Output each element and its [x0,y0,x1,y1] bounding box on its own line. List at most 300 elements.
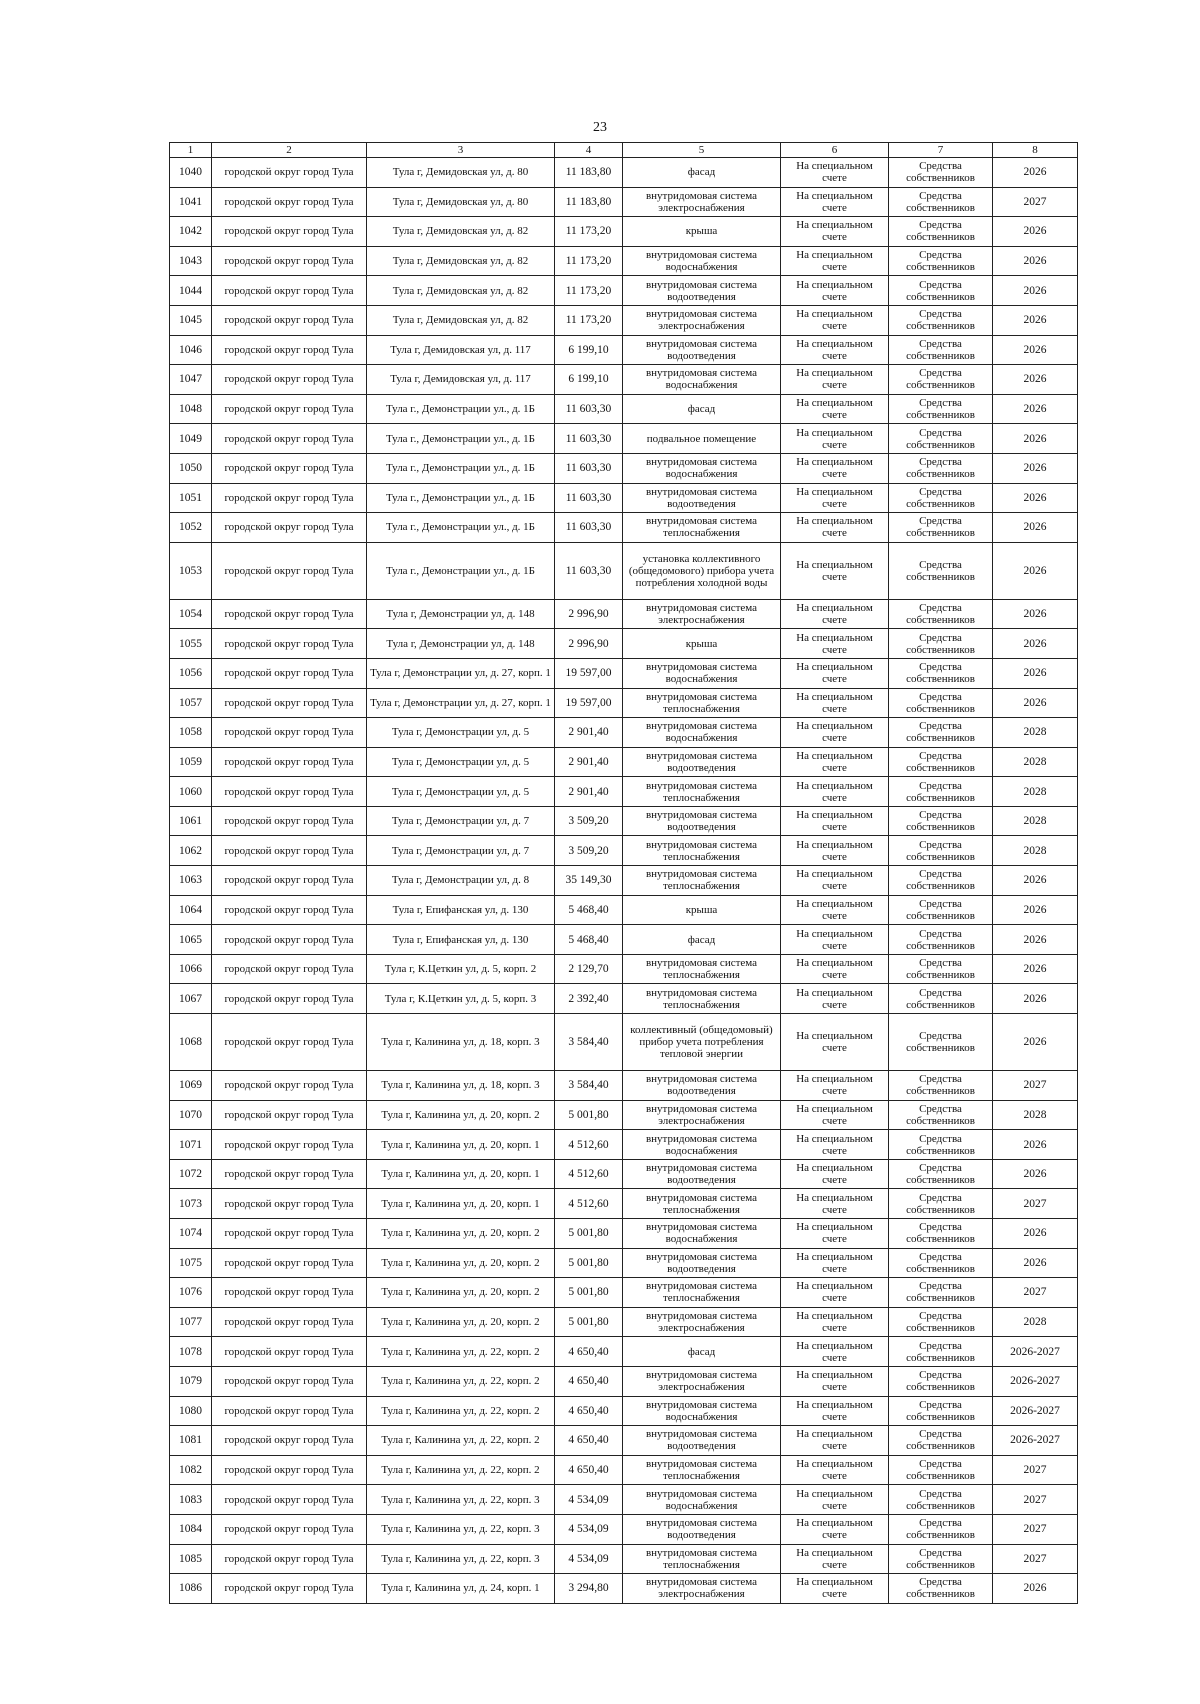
address-cell: Тула г, Калинина ул, д. 20, корп. 2 [367,1248,555,1278]
area-cell: 2 392,40 [555,984,623,1014]
row-number-cell: 1055 [170,629,212,659]
table-row [170,246,1078,276]
address-cell: Тула г., Демонстрации ул., д. 1Б [367,424,555,454]
area-cell: 5 468,40 [555,925,623,955]
row-number-cell: 1064 [170,895,212,925]
fund-account-cell: На специальном счете [781,806,889,836]
year-cell: 2026 [993,513,1078,543]
fund-account-cell: На специальном счете [781,1219,889,1249]
table-row [170,1014,1078,1071]
table-row [170,718,1078,748]
municipality-cell: городской округ город Тула [212,836,367,866]
table-row [170,1189,1078,1219]
funding-source-cell: Средства собственников [889,777,993,807]
fund-account-cell: На специальном счете [781,217,889,247]
funding-source-cell: Средства собственников [889,1544,993,1574]
funding-source-cell: Средства собственников [889,1219,993,1249]
table-row [170,453,1078,483]
funding-source-cell: Средства собственников [889,542,993,599]
fund-account-cell: На специальном счете [781,1337,889,1367]
row-number-cell: 1053 [170,542,212,599]
area-cell: 11 603,30 [555,453,623,483]
municipality-cell: городской округ город Тула [212,777,367,807]
area-cell: 5 001,80 [555,1248,623,1278]
municipality-cell: городской округ город Тула [212,1189,367,1219]
year-cell: 2028 [993,747,1078,777]
area-cell: 4 650,40 [555,1337,623,1367]
row-number-cell: 1065 [170,925,212,955]
funding-source-cell: Средства собственников [889,424,993,454]
municipality-cell: городской округ город Тула [212,1130,367,1160]
address-cell: Тула г., Демонстрации ул., д. 1Б [367,453,555,483]
work-type-cell: внутридомовая система электроснабжения [623,305,781,335]
fund-account-cell: На специальном счете [781,335,889,365]
funding-source-cell: Средства собственников [889,1426,993,1456]
table-row [170,424,1078,454]
municipality-cell: городской округ город Тула [212,246,367,276]
work-type-cell: внутридомовая система теплоснабжения [623,954,781,984]
area-cell: 3 584,40 [555,1014,623,1071]
funding-source-cell: Средства собственников [889,1159,993,1189]
year-cell: 2026 [993,1248,1078,1278]
fund-account-cell: На специальном счете [781,1159,889,1189]
row-number-cell: 1050 [170,453,212,483]
fund-account-cell: На специальном счете [781,424,889,454]
table-row [170,688,1078,718]
funding-source-cell: Средства собственников [889,984,993,1014]
area-cell: 3 294,80 [555,1574,623,1604]
year-cell: 2026 [993,1014,1078,1071]
table-row [170,1100,1078,1130]
work-type-cell: крыша [623,895,781,925]
year-cell: 2028 [993,1100,1078,1130]
fund-account-cell: На специальном счете [781,629,889,659]
address-cell: Тула г, К.Цеткин ул, д. 5, корп. 3 [367,984,555,1014]
row-number-cell: 1077 [170,1307,212,1337]
funding-source-cell: Средства собственников [889,925,993,955]
year-cell: 2027 [993,1278,1078,1308]
year-cell: 2026 [993,453,1078,483]
work-type-cell: внутридомовая система электроснабжения [623,1307,781,1337]
address-cell: Тула г, Демонстрации ул, д. 5 [367,718,555,748]
municipality-cell: городской округ город Тула [212,925,367,955]
year-cell: 2026 [993,217,1078,247]
funding-source-cell: Средства собственников [889,335,993,365]
funding-source-cell: Средства собственников [889,1014,993,1071]
funding-source-cell: Средства собственников [889,718,993,748]
work-type-cell: внутридомовая система электроснабжения [623,599,781,629]
address-cell: Тула г, Демонстрации ул, д. 7 [367,806,555,836]
row-number-cell: 1054 [170,599,212,629]
fund-account-cell: На специальном счете [781,1071,889,1101]
funding-source-cell: Средства собственников [889,629,993,659]
area-cell: 4 534,09 [555,1485,623,1515]
fund-account-cell: На специальном счете [781,747,889,777]
table-row [170,836,1078,866]
year-cell: 2026 [993,629,1078,659]
row-number-cell: 1066 [170,954,212,984]
work-type-cell: подвальное помещение [623,424,781,454]
table-row [170,658,1078,688]
table-row [170,187,1078,217]
municipality-cell: городской округ город Тула [212,1159,367,1189]
address-cell: Тула г, Демидовская ул, д. 82 [367,276,555,306]
area-cell: 2 996,90 [555,599,623,629]
area-cell: 11 183,80 [555,187,623,217]
fund-account-cell: На специальном счете [781,1248,889,1278]
table-row [170,954,1078,984]
table-row [170,984,1078,1014]
work-type-cell: внутридомовая система водоснабжения [623,1485,781,1515]
address-cell: Тула г, Калинина ул, д. 18, корп. 3 [367,1071,555,1101]
municipality-cell: городской округ город Тула [212,1485,367,1515]
area-cell: 11 173,20 [555,276,623,306]
row-number-cell: 1060 [170,777,212,807]
work-type-cell: внутридомовая система водоснабжения [623,246,781,276]
table-row [170,1514,1078,1544]
area-cell: 11 603,30 [555,394,623,424]
municipality-cell: городской округ город Тула [212,629,367,659]
row-number-cell: 1047 [170,365,212,395]
column-header: 3 [367,143,555,158]
area-cell: 35 149,30 [555,866,623,896]
row-number-cell: 1056 [170,658,212,688]
address-cell: Тула г, Калинина ул, д. 20, корп. 2 [367,1219,555,1249]
fund-account-cell: На специальном счете [781,1130,889,1160]
row-number-cell: 1063 [170,866,212,896]
row-number-cell: 1076 [170,1278,212,1308]
municipality-cell: городской округ город Тула [212,424,367,454]
row-number-cell: 1067 [170,984,212,1014]
funding-source-cell: Средства собственников [889,513,993,543]
work-type-cell: внутридомовая система теплоснабжения [623,513,781,543]
work-type-cell: внутридомовая система теплоснабжения [623,777,781,807]
address-cell: Тула г, Демидовская ул, д. 82 [367,305,555,335]
funding-source-cell: Средства собственников [889,1248,993,1278]
area-cell: 4 512,60 [555,1159,623,1189]
row-number-cell: 1043 [170,246,212,276]
table-row [170,335,1078,365]
row-number-cell: 1059 [170,747,212,777]
municipality-cell: городской округ город Тула [212,866,367,896]
area-cell: 2 129,70 [555,954,623,984]
municipality-cell: городской округ город Тула [212,1396,367,1426]
area-cell: 11 603,30 [555,424,623,454]
row-number-cell: 1048 [170,394,212,424]
funding-source-cell: Средства собственников [889,394,993,424]
address-cell: Тула г, Демидовская ул, д. 80 [367,187,555,217]
work-type-cell: фасад [623,925,781,955]
year-cell: 2027 [993,1544,1078,1574]
municipality-cell: городской округ город Тула [212,158,367,188]
row-number-cell: 1068 [170,1014,212,1071]
fund-account-cell: На специальном счете [781,276,889,306]
address-cell: Тула г, Калинина ул, д. 20, корп. 2 [367,1100,555,1130]
address-cell: Тула г, Демидовская ул, д. 117 [367,365,555,395]
municipality-cell: городской округ город Тула [212,335,367,365]
funding-source-cell: Средства собственников [889,158,993,188]
work-type-cell: крыша [623,217,781,247]
fund-account-cell: На специальном счете [781,777,889,807]
page-number: 23 [593,120,607,135]
year-cell: 2026 [993,305,1078,335]
column-header: 4 [555,143,623,158]
row-number-cell: 1040 [170,158,212,188]
fund-account-cell: На специальном счете [781,246,889,276]
funding-source-cell: Средства собственников [889,1189,993,1219]
row-number-cell: 1073 [170,1189,212,1219]
work-type-cell: внутридомовая система водоотведения [623,1071,781,1101]
year-cell: 2026 [993,688,1078,718]
year-cell: 2027 [993,1071,1078,1101]
work-type-cell: внутридомовая система теплоснабжения [623,984,781,1014]
work-type-cell: внутридомовая система водоснабжения [623,1219,781,1249]
fund-account-cell: На специальном счете [781,954,889,984]
address-cell: Тула г, Калинина ул, д. 20, корп. 2 [367,1307,555,1337]
address-cell: Тула г, Калинина ул, д. 22, корп. 2 [367,1455,555,1485]
municipality-cell: городской округ город Тула [212,1100,367,1130]
row-number-cell: 1062 [170,836,212,866]
work-type-cell: внутридомовая система водоснабжения [623,453,781,483]
work-type-cell: внутридомовая система теплоснабжения [623,1189,781,1219]
municipality-cell: городской округ город Тула [212,1248,367,1278]
year-cell: 2026 [993,1130,1078,1160]
municipality-cell: городской округ город Тула [212,954,367,984]
municipality-cell: городской округ город Тула [212,688,367,718]
funding-source-cell: Средства собственников [889,1307,993,1337]
funding-source-cell: Средства собственников [889,246,993,276]
area-cell: 6 199,10 [555,365,623,395]
year-cell: 2027 [993,187,1078,217]
funding-source-cell: Средства собственников [889,688,993,718]
table-row [170,394,1078,424]
row-number-cell: 1046 [170,335,212,365]
area-cell: 2 901,40 [555,777,623,807]
work-type-cell: внутридомовая система водоотведения [623,276,781,306]
work-type-cell: внутридомовая система водоотведения [623,1159,781,1189]
area-cell: 3 509,20 [555,836,623,866]
row-number-cell: 1051 [170,483,212,513]
address-cell: Тула г, Демонстрации ул, д. 5 [367,777,555,807]
area-cell: 4 650,40 [555,1396,623,1426]
area-cell: 4 534,09 [555,1514,623,1544]
funding-source-cell: Средства собственников [889,1278,993,1308]
municipality-cell: городской округ город Тула [212,187,367,217]
address-cell: Тула г, Калинина ул, д. 22, корп. 3 [367,1514,555,1544]
year-cell: 2026 [993,895,1078,925]
year-cell: 2026 [993,424,1078,454]
municipality-cell: городской округ город Тула [212,542,367,599]
funding-source-cell: Средства собственников [889,599,993,629]
table-row [170,1130,1078,1160]
work-type-cell: внутридомовая система водоотведения [623,1514,781,1544]
municipality-cell: городской округ город Тула [212,1307,367,1337]
area-cell: 5 001,80 [555,1219,623,1249]
area-cell: 19 597,00 [555,658,623,688]
table-row [170,365,1078,395]
table-row [170,1159,1078,1189]
address-cell: Тула г, Демидовская ул, д. 117 [367,335,555,365]
year-cell: 2026 [993,658,1078,688]
municipality-cell: городской округ город Тула [212,1219,367,1249]
municipality-cell: городской округ город Тула [212,365,367,395]
year-cell: 2026-2027 [993,1366,1078,1396]
fund-account-cell: На специальном счете [781,925,889,955]
fund-account-cell: На специальном счете [781,1455,889,1485]
funding-source-cell: Средства собственников [889,365,993,395]
work-type-cell: внутридомовая система водоотведения [623,335,781,365]
fund-account-cell: На специальном счете [781,542,889,599]
year-cell: 2026 [993,483,1078,513]
address-cell: Тула г., Демонстрации ул., д. 1Б [367,394,555,424]
year-cell: 2028 [993,1307,1078,1337]
fund-account-cell: На специальном счете [781,187,889,217]
funding-source-cell: Средства собственников [889,1071,993,1101]
year-cell: 2026-2027 [993,1426,1078,1456]
year-cell: 2028 [993,836,1078,866]
column-header: 2 [212,143,367,158]
fund-account-cell: На специальном счете [781,658,889,688]
year-cell: 2026 [993,276,1078,306]
row-number-cell: 1041 [170,187,212,217]
table-row [170,513,1078,543]
row-number-cell: 1070 [170,1100,212,1130]
funding-source-cell: Средства собственников [889,276,993,306]
funding-source-cell: Средства собственников [889,217,993,247]
address-cell: Тула г., Демонстрации ул., д. 1Б [367,513,555,543]
address-cell: Тула г, Демидовская ул, д. 82 [367,246,555,276]
row-number-cell: 1080 [170,1396,212,1426]
fund-account-cell: На специальном счете [781,1100,889,1130]
address-cell: Тула г, Калинина ул, д. 22, корп. 3 [367,1544,555,1574]
address-cell: Тула г, Калинина ул, д. 22, корп. 2 [367,1337,555,1367]
year-cell: 2026-2027 [993,1337,1078,1367]
year-cell: 2026 [993,1574,1078,1604]
column-header: 8 [993,143,1078,158]
municipality-cell: городской округ город Тула [212,1426,367,1456]
table-row [170,806,1078,836]
municipality-cell: городской округ город Тула [212,1514,367,1544]
fund-account-cell: На специальном счете [781,599,889,629]
municipality-cell: городской округ город Тула [212,895,367,925]
funding-source-cell: Средства собственников [889,747,993,777]
work-type-cell: фасад [623,394,781,424]
fund-account-cell: На специальном счете [781,1485,889,1515]
funding-source-cell: Средства собственников [889,483,993,513]
work-type-cell: установка коллективного (общедомового) прибора учета потребления холодной воды [623,542,781,599]
funding-source-cell: Средства собственников [889,1485,993,1515]
row-number-cell: 1075 [170,1248,212,1278]
area-cell: 4 512,60 [555,1189,623,1219]
area-cell: 11 603,30 [555,542,623,599]
fund-account-cell: На специальном счете [781,1426,889,1456]
table-row [170,599,1078,629]
table-row [170,1337,1078,1367]
year-cell: 2026 [993,925,1078,955]
municipality-cell: городской округ город Тула [212,806,367,836]
area-cell: 11 173,20 [555,246,623,276]
funding-source-cell: Средства собственников [889,1130,993,1160]
row-number-cell: 1057 [170,688,212,718]
fund-account-cell: На специальном счете [781,895,889,925]
fund-account-cell: На специальном счете [781,1278,889,1308]
area-cell: 2 901,40 [555,718,623,748]
address-cell: Тула г, Демидовская ул, д. 80 [367,158,555,188]
address-cell: Тула г, Демонстрации ул, д. 148 [367,629,555,659]
year-cell: 2028 [993,777,1078,807]
year-cell: 2026 [993,365,1078,395]
municipality-cell: городской округ город Тула [212,1574,367,1604]
municipality-cell: городской округ город Тула [212,747,367,777]
table-row [170,1455,1078,1485]
work-type-cell: внутридомовая система водоснабжения [623,718,781,748]
table-row [170,1366,1078,1396]
work-type-cell: коллективный (общедомовый) прибор учета потребления тепловой энергии [623,1014,781,1071]
address-cell: Тула г, Епифанская ул, д. 130 [367,895,555,925]
municipality-cell: городской округ город Тула [212,1014,367,1071]
area-cell: 4 650,40 [555,1366,623,1396]
year-cell: 2026 [993,542,1078,599]
fund-account-cell: На специальном счете [781,158,889,188]
column-header: 5 [623,143,781,158]
area-cell: 4 650,40 [555,1455,623,1485]
table-row [170,777,1078,807]
fund-account-cell: На специальном счете [781,453,889,483]
address-cell: Тула г, Калинина ул, д. 24, корп. 1 [367,1574,555,1604]
address-cell: Тула г, Калинина ул, д. 20, корп. 1 [367,1130,555,1160]
fund-account-cell: На специальном счете [781,1307,889,1337]
funding-source-cell: Средства собственников [889,1455,993,1485]
work-type-cell: фасад [623,158,781,188]
row-number-cell: 1074 [170,1219,212,1249]
work-type-cell: внутридомовая система электроснабжения [623,1100,781,1130]
fund-account-cell: На специальном счете [781,305,889,335]
work-type-cell: внутридомовая система водоснабжения [623,1130,781,1160]
municipality-cell: городской округ город Тула [212,1366,367,1396]
municipality-cell: городской округ город Тула [212,483,367,513]
table-body [170,158,1078,1604]
funding-source-cell: Средства собственников [889,866,993,896]
table-row [170,1219,1078,1249]
area-cell: 4 534,09 [555,1544,623,1574]
year-cell: 2026 [993,1159,1078,1189]
work-type-cell: внутридомовая система теплоснабжения [623,836,781,866]
year-cell: 2026 [993,599,1078,629]
area-cell: 11 173,20 [555,305,623,335]
area-cell: 11 603,30 [555,513,623,543]
work-type-cell: внутридомовая система водоотведения [623,1426,781,1456]
year-cell: 2027 [993,1514,1078,1544]
fund-account-cell: На специальном счете [781,984,889,1014]
work-type-cell: внутридомовая система теплоснабжения [623,688,781,718]
table-row [170,747,1078,777]
funding-source-cell: Средства собственников [889,1366,993,1396]
fund-account-cell: На специальном счете [781,1544,889,1574]
year-cell: 2028 [993,718,1078,748]
table-row [170,542,1078,599]
funding-source-cell: Средства собственников [889,453,993,483]
municipality-cell: городской округ город Тула [212,394,367,424]
year-cell: 2026 [993,1219,1078,1249]
address-cell: Тула г, Демонстрации ул, д. 8 [367,866,555,896]
work-type-cell: внутридомовая система электроснабжения [623,1574,781,1604]
row-number-cell: 1049 [170,424,212,454]
area-cell: 5 468,40 [555,895,623,925]
fund-account-cell: На специальном счете [781,394,889,424]
work-type-cell: внутридомовая система теплоснабжения [623,866,781,896]
funding-source-cell: Средства собственников [889,1100,993,1130]
address-cell: Тула г, Калинина ул, д. 22, корп. 2 [367,1366,555,1396]
